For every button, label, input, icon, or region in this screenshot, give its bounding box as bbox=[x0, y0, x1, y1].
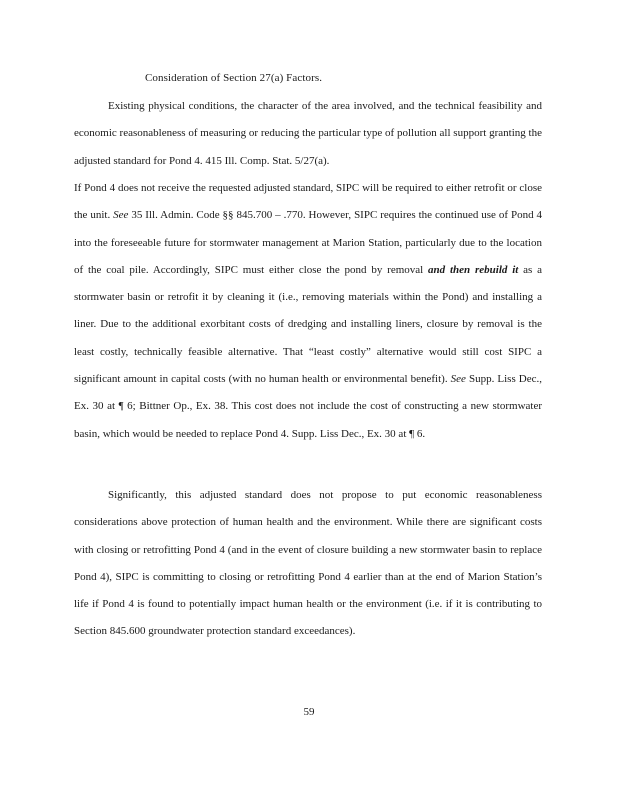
section-heading: Consideration of Section 27(a) Factors. bbox=[145, 72, 323, 84]
paragraph-text: as a stormwater basin or retrofit it by cleaning it (i.e., removing materials within the Pond) and installing a liner. Due to the additional exorbitant costs of dredging and installing liners, closure by removal is the least costly, technically feasible alternative. That “least costly” alternative would still cost SIPC a significant amount in capital costs (with no human health or environmental benefit). bbox=[74, 263, 543, 386]
citation-signal-see: See bbox=[113, 209, 129, 222]
emphasized-phrase: and then rebuild it bbox=[428, 263, 519, 276]
paragraph-existing-conditions: Existing physical conditions, the character of the area involved, and the technical feasibility and economic reasonableness of measuring or reducing the particular type of pollution all support granting the adjusted standard for Pond 4. 415 Ill. Comp. Stat. 5/27(a). bbox=[74, 100, 542, 167]
citation-signal-see: See bbox=[450, 373, 466, 386]
paragraph-text: Supp. Liss Dec., Ex. 30 at ¶ 6; Bittner Op., Ex. 38. This cost does not include the cost of constructing a new stormwater basin, which would be needed to replace Pond 4. Supp. Liss Dec., Ex. 30 at ¶ 6. bbox=[74, 373, 543, 440]
paragraph-economic-reasonableness: Significantly, this adjusted standard does not propose to put economic reasonableness considerations above protection of human health and the environment. While there are significant costs with closing or retrofitting Pond 4 (and in the event of closure building a new stormwater basin to replace Pond 4), SIPC is committing to closing or retrofitting Pond 4 earlier than at the end of Marion Station’s life if Pond 4 is found to potentially impact human health or the environment (i.e. if it is contributing to Section 845.600 groundwater protection standard exceedances). bbox=[74, 489, 542, 638]
paragraph-text: If Pond 4 does not receive the requested adjusted standard, SIPC will be required to either retrofit or close the unit. bbox=[74, 182, 542, 222]
paragraph-text: 35 Ill. Admin. Code §§ 845.700 – .770. However, SIPC requires the continued use of Pond 4 into the foreseeable future for stormwater management at Marion Station, particularly due to the location of the coal pile. Accordingly, SIPC must either close the pond by removal bbox=[74, 209, 542, 276]
page-number: 59 bbox=[303, 706, 315, 718]
paragraph-adjusted-standard bbox=[74, 175, 542, 448]
